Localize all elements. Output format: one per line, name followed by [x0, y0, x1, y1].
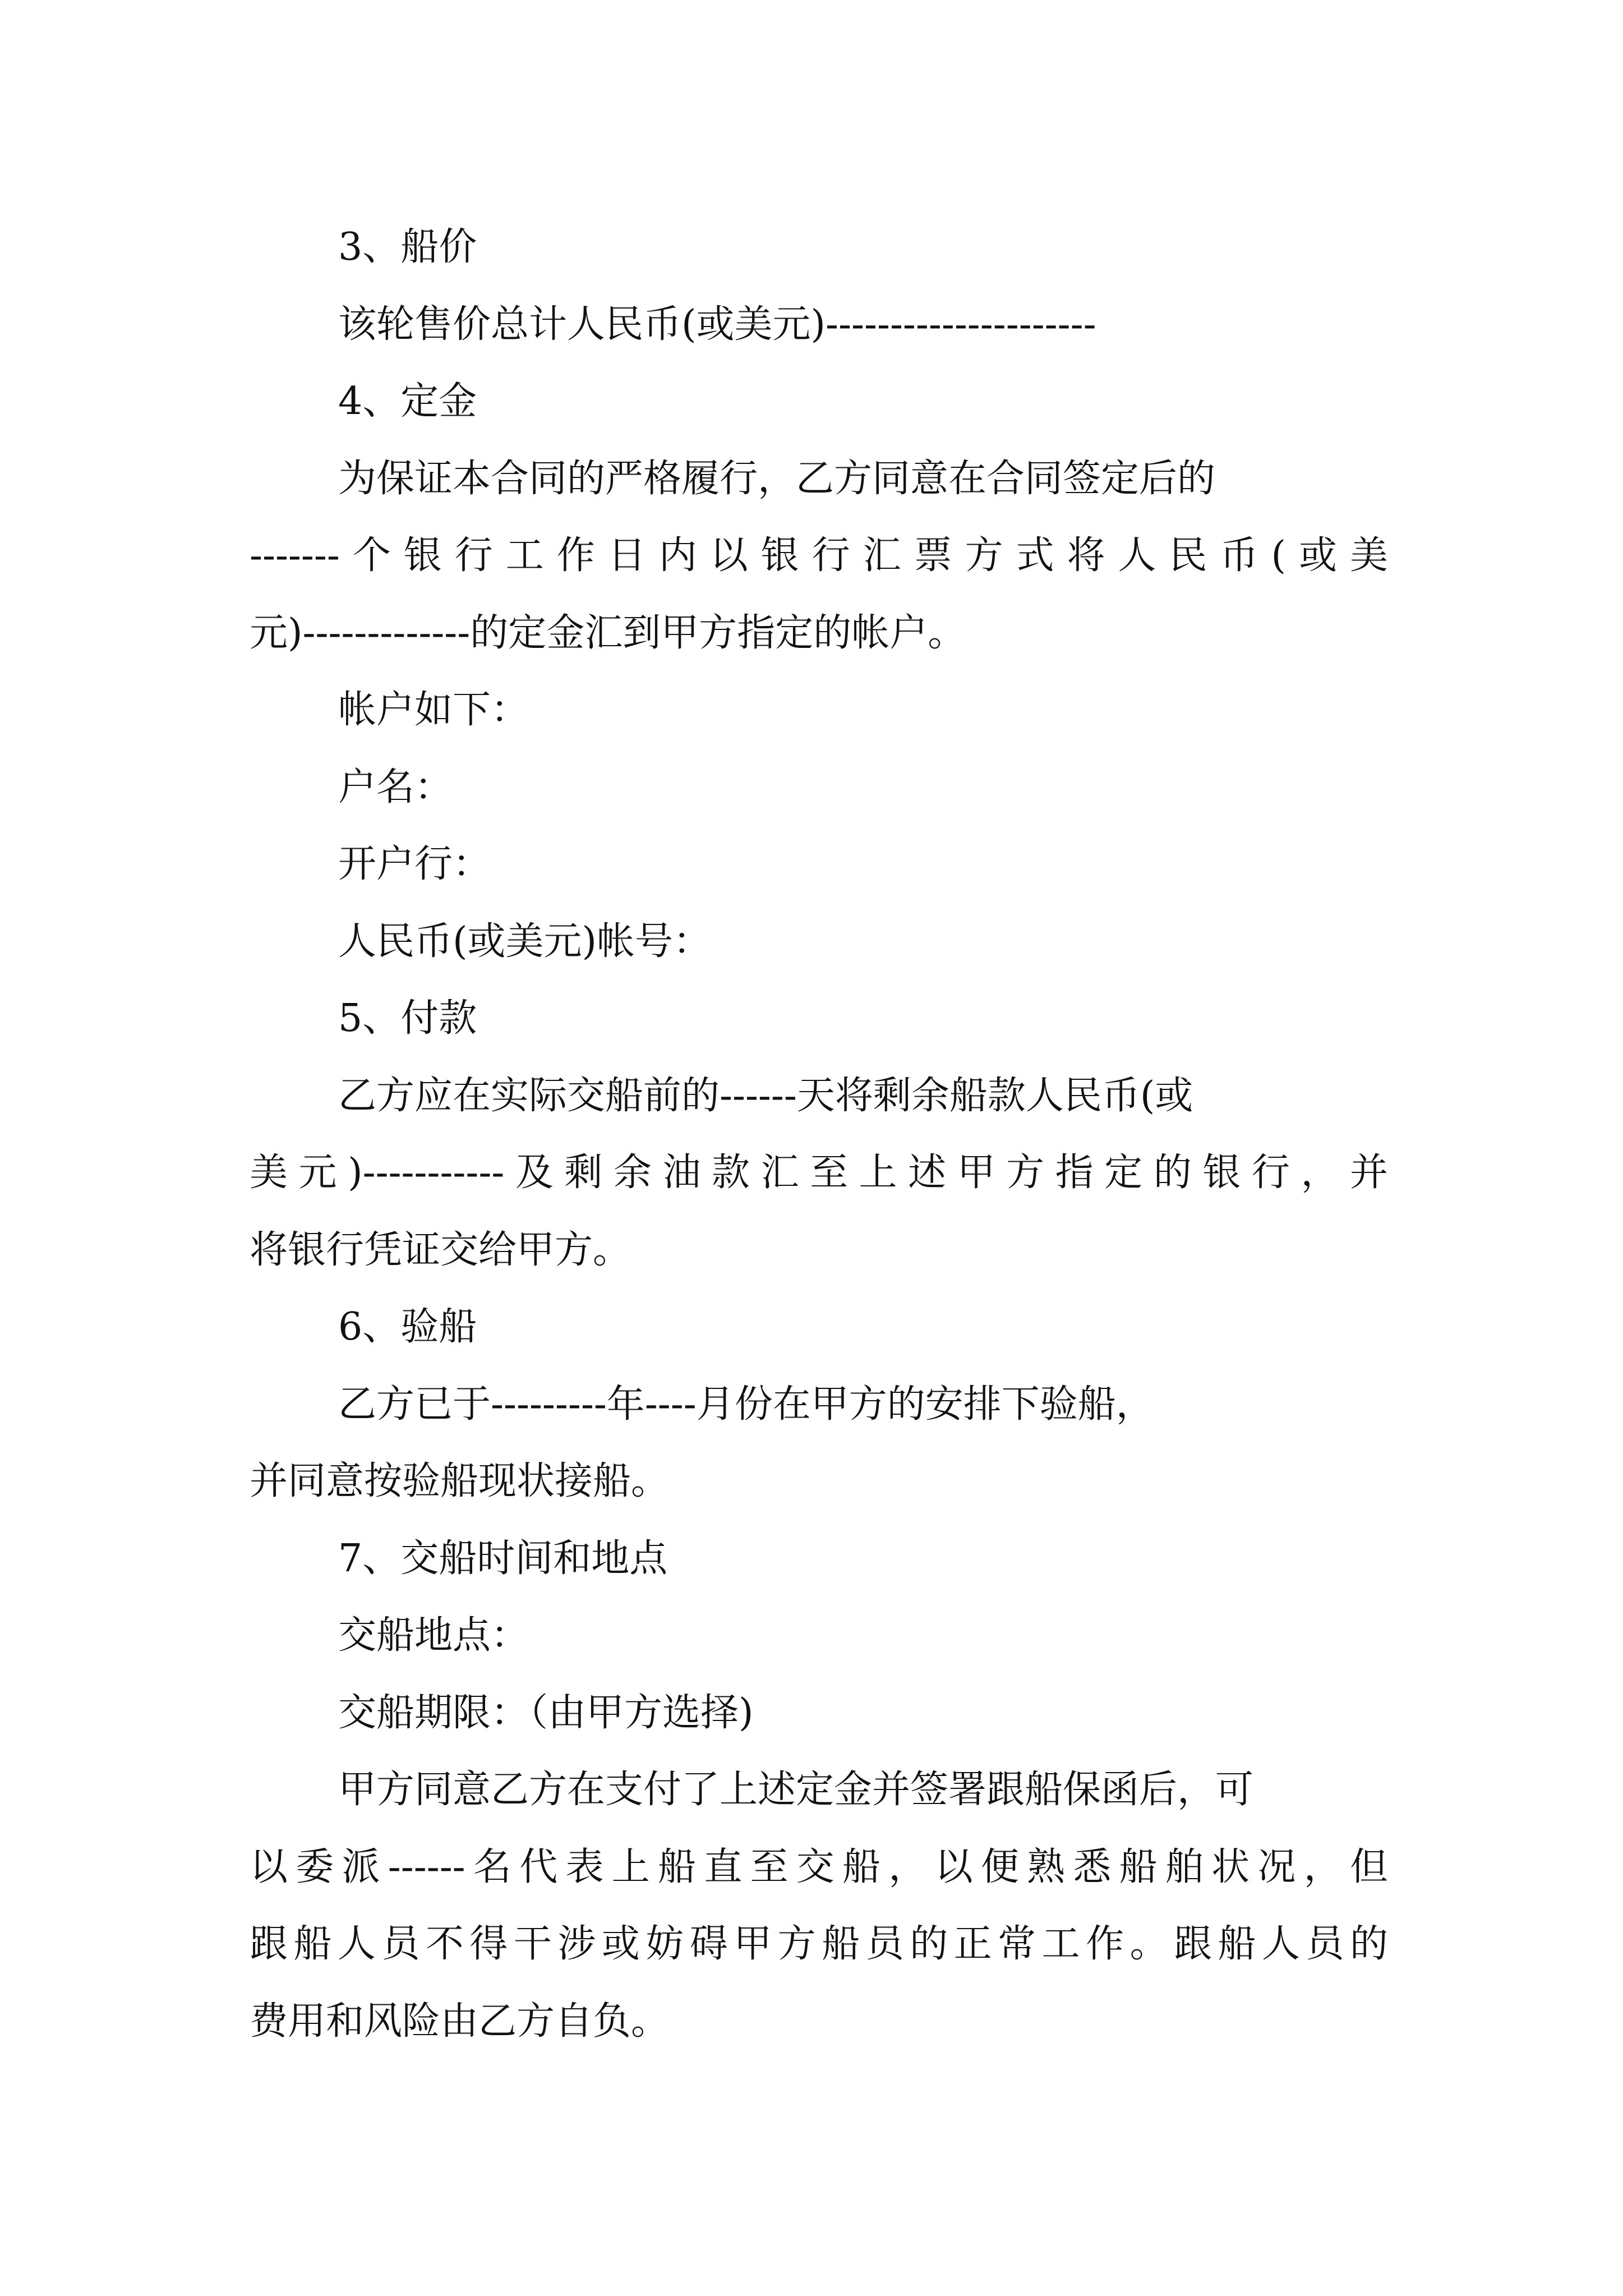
section-heading-inspection: 6、验船	[338, 1305, 477, 1349]
section-heading-delivery: 7、交船时间和地点	[338, 1536, 668, 1581]
section-heading-payment: 5、付款	[338, 996, 477, 1041]
paragraph-line: 乙方应在实际交船前的------天将剩余船款人民币(或	[338, 1073, 1193, 1118]
paragraph-line: 以委派------名代表上船直至交船，以便熟悉船舶状况，但	[250, 1844, 1388, 1889]
paragraph-line: 跟船人员不得干涉或妨碍甲方船员的正常工作。跟船人员的	[250, 1922, 1388, 1966]
section-heading-ship-price: 3、船价	[338, 225, 477, 269]
bank-label: 开户行：	[338, 842, 491, 886]
paragraph-line: 乙方已于---------年----月份在甲方的安排下验船，	[338, 1382, 1154, 1427]
paragraph-line: 帐户如下：	[338, 688, 529, 732]
paragraph-line: 并同意按验船现状接船。	[250, 1459, 670, 1503]
paragraph-line: 为保证本合同的严格履行，乙方同意在合同签定后的	[338, 456, 1216, 501]
account-number-label: 人民币(或美元)帐号：	[338, 919, 712, 964]
paragraph-line: -------个银行工作日内以银行汇票方式将人民币(或美	[250, 533, 1388, 578]
delivery-place-label: 交船地点：	[338, 1613, 529, 1658]
section-heading-deposit: 4、定金	[338, 379, 477, 424]
account-name-label: 户名：	[338, 765, 453, 809]
paragraph-line: 将银行凭证交给甲方。	[250, 1227, 631, 1272]
paragraph-line: 甲方同意乙方在支付了上述定金并签署跟船保函后，可	[338, 1768, 1254, 1812]
paragraph-line: 元)-------------的定金汇到甲方指定的帐户。	[250, 610, 966, 655]
paragraph-line: 美元)-----------及剩余油款汇至上述甲方指定的银行，并	[250, 1151, 1388, 1195]
paragraph-line: 费用和风险由乙方自负。	[250, 1999, 670, 2044]
paragraph-line: 该轮售价总计人民币(或美元)---------------------	[338, 302, 1096, 347]
document-body	[250, 209, 1388, 2060]
delivery-period-label: 交船期限：（由甲方选择)	[338, 1690, 754, 1735]
